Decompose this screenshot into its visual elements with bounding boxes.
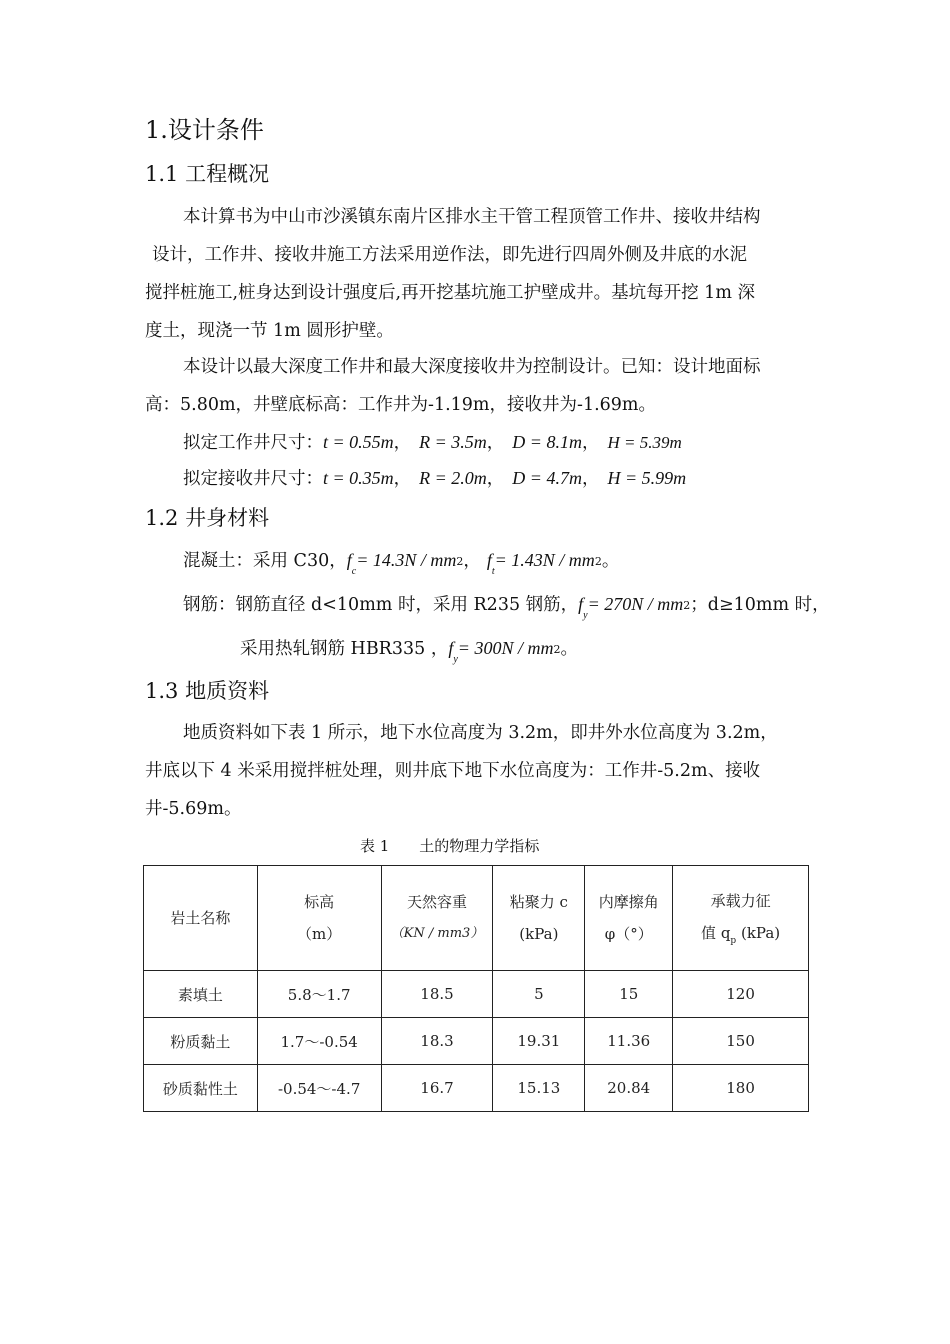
header-cell	[257, 866, 381, 971]
fc-value: = 14.3N / mm	[356, 550, 457, 570]
cell-name: 素填土	[144, 971, 258, 1018]
separator: ，	[393, 469, 412, 489]
subscript-t: t	[491, 566, 495, 577]
comma: ，	[463, 551, 481, 571]
concrete-label: 混凝土：采用 C30，	[183, 551, 347, 571]
header-cohesion: 粘聚力 c	[509, 893, 568, 911]
fy-symbol	[578, 594, 588, 621]
cell-density: 18.3	[381, 1018, 493, 1065]
header-elev: 标高	[304, 893, 335, 911]
cell-cohesion: 5	[493, 971, 585, 1018]
work-shaft-dimensions	[183, 423, 682, 462]
cell-density: 16.7	[381, 1065, 493, 1112]
cell-elev: 5.8～1.7	[257, 971, 381, 1018]
receive-shaft-label: 拟定接收井尺寸：	[183, 469, 323, 489]
table-row	[144, 1065, 809, 1112]
separator: ，	[486, 469, 505, 489]
section-heading-1: 1.设计条件	[145, 116, 264, 144]
header-name: 岩土名称	[170, 909, 231, 927]
header-cell	[493, 866, 585, 971]
table-row	[144, 971, 809, 1018]
separator: ，	[581, 469, 600, 489]
receive-shaft-height: H = 5.99m	[607, 468, 687, 488]
soil-properties-table	[143, 865, 809, 1112]
fc-symbol	[346, 550, 357, 577]
cell-friction: 20.84	[585, 1065, 673, 1112]
paragraph-1-line: 设计，工作井、接收井施工方法采用逆作法，即先进行四周外侧及井底的水泥	[152, 245, 747, 265]
steel-line	[183, 585, 830, 627]
subscript-y: y	[583, 610, 588, 621]
subscript-c: c	[351, 566, 357, 577]
fy1-value: = 270N / mm	[587, 594, 684, 614]
header-friction: 内摩擦角	[598, 893, 659, 911]
period: 。	[560, 639, 578, 659]
cell-name: 砂质黏性土	[144, 1065, 258, 1112]
table-row	[144, 1018, 809, 1065]
paragraph-1-line: 度土，现浇一节 1m 圆形护壁。	[145, 321, 394, 341]
bearing-unit: (kPa)	[740, 923, 781, 942]
header-cell	[585, 866, 673, 971]
subscript-y: y	[453, 654, 458, 665]
f-letter: f	[346, 550, 352, 570]
separator: ，	[486, 433, 505, 453]
f-letter: f	[486, 550, 492, 570]
header-bearing-unit	[674, 917, 807, 952]
cell-cohesion: 15.13	[493, 1065, 585, 1112]
cell-density: 18.5	[381, 971, 493, 1018]
geology-paragraph-line: 地质资料如下表 1 所示，地下水位高度为 3.2m，即井外水位高度为 3.2m，	[183, 723, 778, 743]
steel-label: 钢筋：钢筋直径 d<10mm 时，采用 R235 钢筋，	[183, 595, 579, 615]
paragraph-2-line: 高：5.80m，井壁底标高：工作井为-1.19m，接收井为-1.69m。	[145, 395, 657, 415]
receive-shaft-dimensions	[183, 459, 686, 498]
cell-friction: 11.36	[585, 1018, 673, 1065]
header-cohesion-unit: (kPa)	[519, 925, 559, 943]
superscript-2: 2	[594, 555, 602, 568]
receive-shaft-diameter: D = 4.7m	[512, 468, 582, 488]
cell-bearing: 120	[673, 971, 809, 1018]
header-density: 天然容重	[406, 893, 467, 911]
paragraph-1-line: 搅拌桩施工,桩身达到设计强度后,再开挖基坑施工护壁成井。基坑每开挖 1m 深	[145, 283, 755, 303]
geology-paragraph-line: 井底以下 4 米采用搅拌桩处理，则井底下地下水位高度为：工作井-5.2m、接收	[145, 761, 761, 781]
header-friction-unit: φ（°）	[604, 925, 653, 943]
concrete-line	[183, 541, 619, 583]
separator: ，	[393, 433, 412, 453]
header-elev-unit: （m）	[297, 925, 342, 943]
steel-mid-text: ；d≥10mm 时，	[690, 595, 830, 615]
header-cell	[673, 866, 809, 971]
fy2-value: = 300N / mm	[457, 638, 554, 658]
header-cell	[381, 866, 493, 971]
work-shaft-diameter: D = 8.1m	[512, 432, 582, 452]
table-caption: 表 1 土的物理力学指标	[360, 837, 540, 855]
ft-value: = 1.43N / mm	[494, 550, 595, 570]
section-heading-1-2: 1.2 井身材料	[145, 506, 270, 530]
cell-elev: -0.54～-4.7	[257, 1065, 381, 1112]
paragraph-1-line: 本计算书为中山市沙溪镇东南片区排水主干管工程顶管工作井、接收井结构	[183, 207, 761, 227]
period: 。	[601, 551, 620, 571]
cell-bearing: 150	[673, 1018, 809, 1065]
cell-friction: 15	[585, 971, 673, 1018]
bearing-subscript: p	[730, 935, 737, 946]
header-density-unit: （KN / mm3）	[390, 926, 484, 941]
paragraph-2-line: 本设计以最大深度工作井和最大深度接收井为控制设计。已知：设计地面标	[183, 357, 761, 377]
superscript-2: 2	[553, 643, 561, 656]
header-cell	[144, 866, 258, 971]
hot-rolled-line	[240, 629, 578, 671]
ft-symbol	[486, 550, 495, 577]
geology-paragraph-line: 井-5.69m。	[145, 799, 242, 819]
receive-shaft-thickness: t = 0.35m	[323, 468, 394, 488]
receive-shaft-radius: R = 2.0m	[419, 468, 487, 488]
f-letter: f	[578, 594, 584, 614]
cell-name: 粉质黏土	[144, 1018, 258, 1065]
superscript-2: 2	[456, 555, 464, 568]
work-shaft-height: H = 5.39m	[607, 433, 682, 452]
cell-bearing: 180	[673, 1065, 809, 1112]
work-shaft-thickness: t = 0.55m	[323, 432, 394, 452]
fy-symbol	[448, 638, 458, 665]
work-shaft-label: 拟定工作井尺寸：	[183, 433, 323, 453]
cell-cohesion: 19.31	[493, 1018, 585, 1065]
section-heading-1-3: 1.3 地质资料	[145, 679, 270, 703]
section-heading-1-1: 1.1 工程概况	[145, 162, 270, 186]
f-letter: f	[448, 638, 454, 658]
header-bearing: 承载力征	[710, 891, 771, 910]
table-header-row	[144, 866, 809, 971]
hot-rolled-label: 采用热轧钢筋 HBR335 ，	[240, 639, 449, 659]
separator: ，	[581, 433, 600, 453]
cell-elev: 1.7～-0.54	[257, 1018, 381, 1065]
superscript-2: 2	[683, 599, 691, 612]
work-shaft-radius: R = 3.5m	[419, 432, 487, 452]
bearing-q: 值 q	[701, 923, 731, 942]
